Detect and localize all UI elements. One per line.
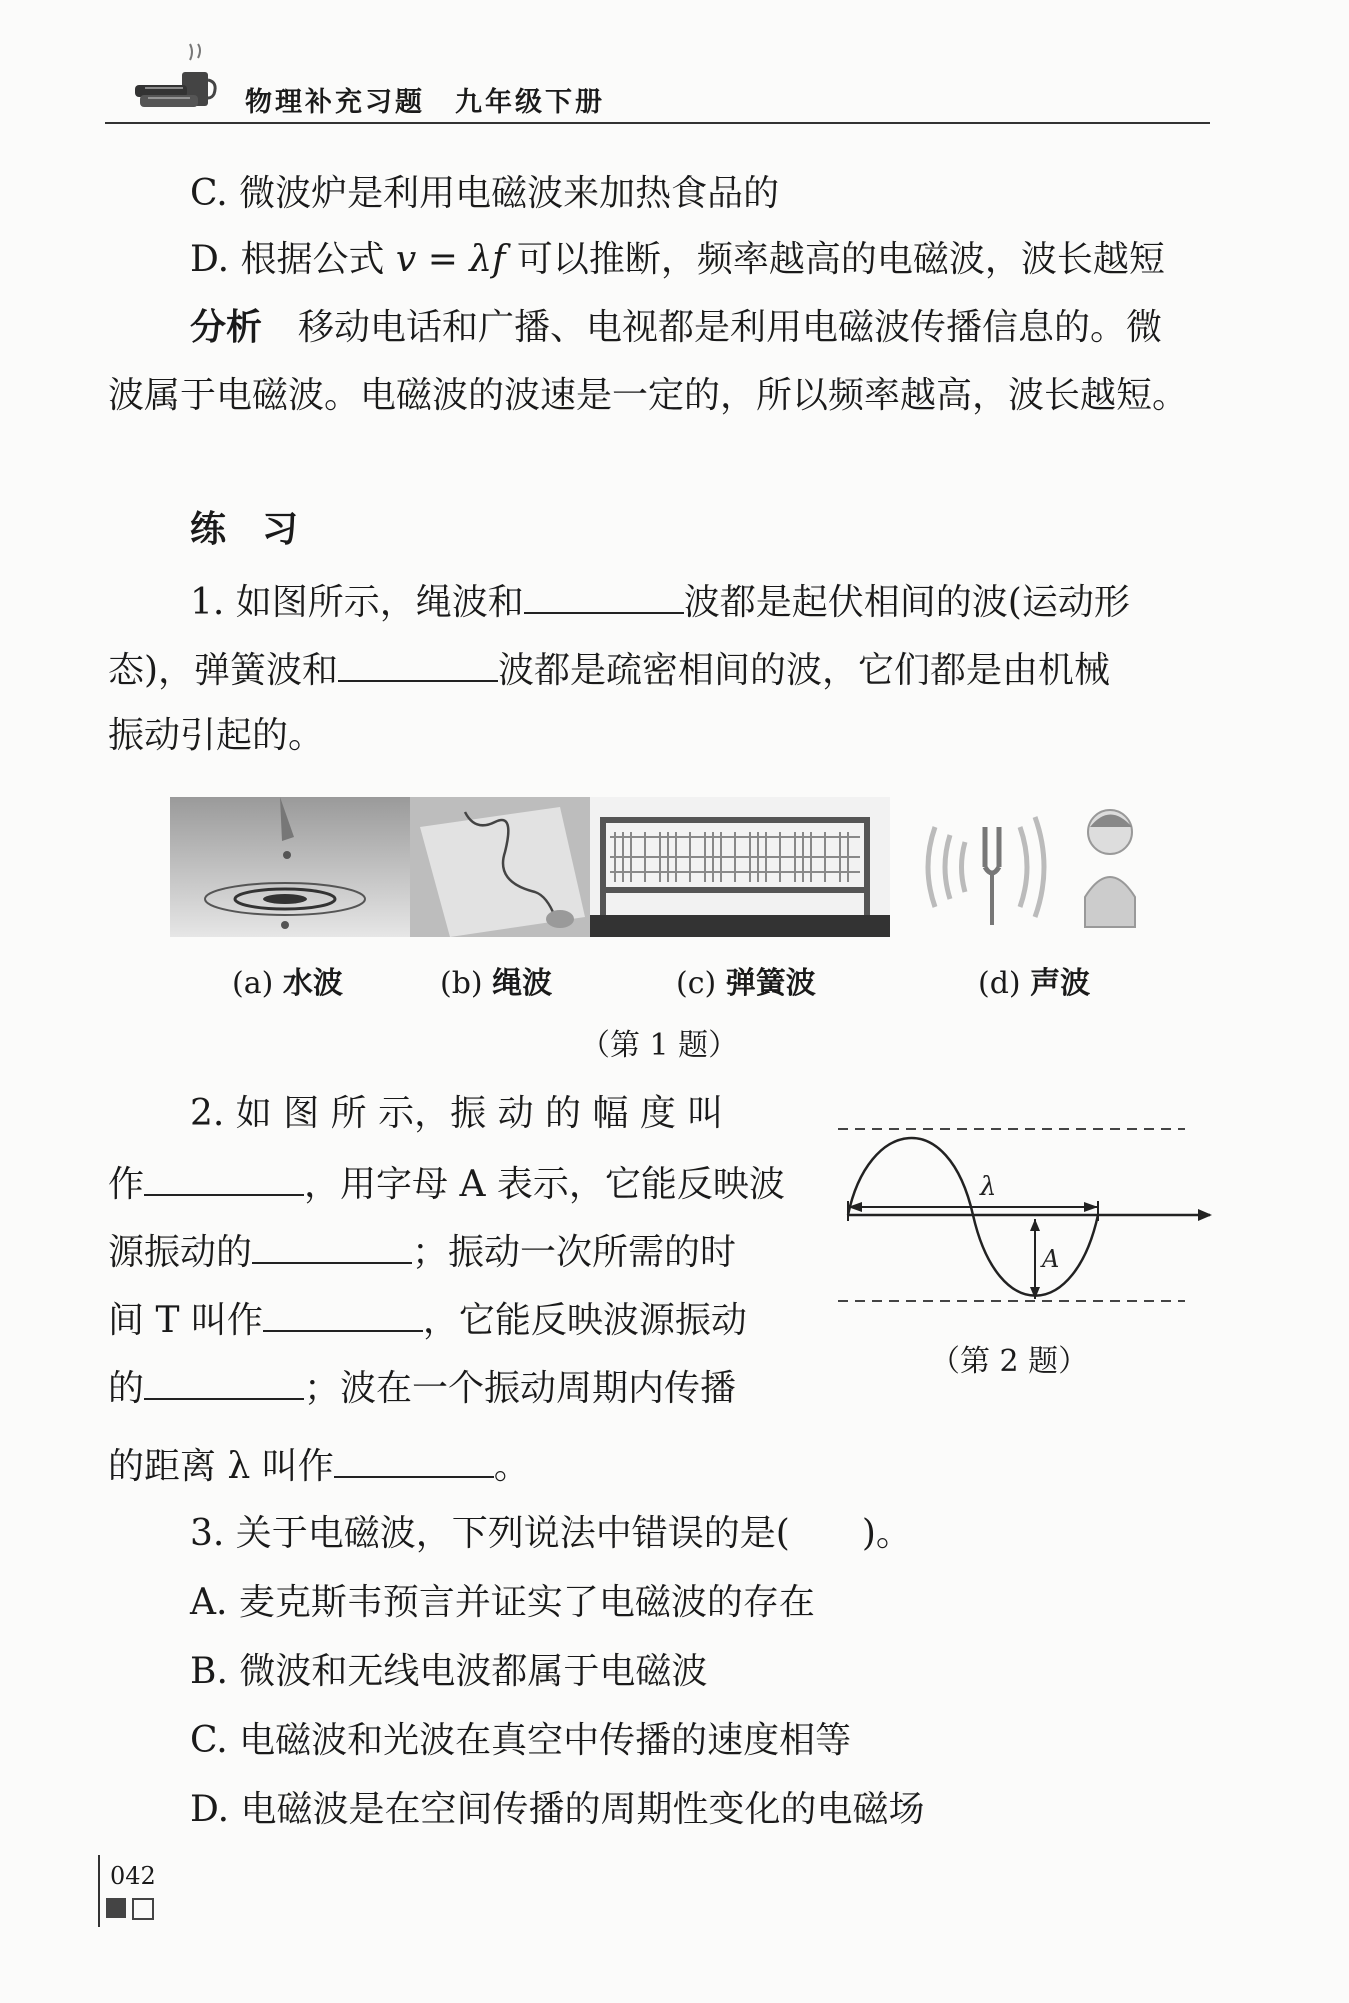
option-d — [190, 239, 1165, 280]
option-d-text-pre: D. 根据公式 — [190, 239, 396, 280]
answer-blank[interactable] — [144, 1164, 304, 1196]
header-title: 物理补充习题 九年级下册 — [245, 87, 605, 118]
wavelength-label: λ — [980, 1172, 997, 1202]
q3-option-c: C. 电磁波和光波在真空中传播的速度相等 — [190, 1720, 852, 1761]
answer-blank[interactable] — [334, 1446, 494, 1478]
wave-diagram — [830, 1115, 1220, 1315]
caption-a-label: 水波 — [282, 966, 343, 1001]
q2-line-4 — [108, 1300, 747, 1339]
caption-a — [232, 958, 343, 1002]
answer-blank[interactable] — [263, 1300, 423, 1332]
q3-stem: 3. 关于电磁波，下列说法中错误的是( )。 — [190, 1513, 912, 1554]
q2-line-6 — [108, 1446, 530, 1485]
analysis-line-2: 波属于电磁波。电磁波的波速是一定的，所以频率越高，波长越短。 — [108, 375, 1189, 416]
rope-wave-photo — [410, 797, 590, 937]
q2-text-4b: ，它能反映波源振动 — [422, 1300, 747, 1341]
q2-text-4a: 间 T 叫作 — [108, 1300, 263, 1341]
sound-wave-photo — [905, 797, 1155, 937]
water-wave-photo — [170, 797, 410, 937]
q3-option-a: A. 麦克斯韦预言并证实了电磁波的存在 — [190, 1582, 815, 1623]
page-number: 042 — [110, 1862, 156, 1890]
answer-blank[interactable] — [252, 1232, 412, 1264]
q1-text-b: 波都是起伏相间的波(运动形 — [683, 582, 1130, 623]
empty-square-icon — [132, 1898, 154, 1920]
spring-wave-photo — [590, 797, 890, 937]
q2-line-1: 2. 如 图 所 示，振 动 的 幅 度 叫 — [190, 1093, 724, 1134]
q3-option-b: B. 微波和无线电波都属于电磁波 — [190, 1651, 708, 1692]
caption-b-prefix: (b) — [440, 966, 493, 1001]
books-and-cup-icon — [130, 40, 240, 115]
caption-a-prefix: (a) — [232, 966, 283, 1001]
q2-text-5a: 的 — [108, 1368, 145, 1409]
q1-line-2 — [108, 650, 1110, 689]
q1-line-3: 振动引起的。 — [108, 715, 325, 756]
option-c: C. 微波炉是利用电磁波来加热食品的 — [190, 173, 780, 214]
amplitude-label: A — [1042, 1245, 1060, 1273]
option-d-text-post: 可以推断，频率越高的电磁波，波长越短 — [505, 239, 1165, 280]
answer-blank[interactable] — [144, 1368, 304, 1400]
q1-text-a: 1. 如图所示，绳波和 — [190, 582, 524, 623]
formula: v = λf — [395, 239, 506, 280]
q2-text-6a: 的距离 λ 叫作 — [108, 1446, 334, 1487]
caption-b — [440, 958, 552, 1002]
caption-c-label: 弹簧波 — [725, 966, 816, 1001]
q2-text-5b: ；波在一个振动周期内传播 — [304, 1368, 737, 1409]
q2-line-3 — [108, 1232, 736, 1271]
analysis-label: 分析 — [190, 307, 263, 348]
q2-text-3a: 源振动的 — [108, 1232, 253, 1273]
answer-blank[interactable] — [524, 582, 684, 614]
q1-line-1 — [190, 582, 1130, 621]
caption-d-label: 声波 — [1030, 966, 1091, 1001]
answer-blank[interactable] — [338, 650, 498, 682]
caption-c-prefix: (c) — [676, 966, 726, 1001]
q1-text-c: 态)，弹簧波和 — [108, 650, 339, 691]
figure2-title: （第 2 题） — [930, 1344, 1089, 1379]
practice-heading: 练 习 — [190, 509, 299, 550]
q3-option-d: D. 电磁波是在空间传播的周期性变化的电磁场 — [190, 1789, 925, 1830]
header-rule — [105, 122, 1210, 124]
caption-b-label: 绳波 — [492, 966, 553, 1001]
caption-d — [978, 958, 1090, 1002]
q2-text-3b: ；振动一次所需的时 — [412, 1232, 737, 1273]
caption-c — [676, 958, 816, 1002]
q2-text-2b: ，用字母 A 表示，它能反映波 — [304, 1164, 785, 1205]
q2-text-6b: 。 — [493, 1446, 530, 1487]
analysis-text-1: 移动电话和广播、电视都是利用电磁波传播信息的。微 — [262, 307, 1163, 348]
q1-text-d: 波都是疏密相间的波，它们都是由机械 — [498, 650, 1111, 691]
q2-line-5 — [108, 1368, 736, 1407]
q2-line-2 — [108, 1164, 785, 1203]
filled-square-icon — [106, 1898, 126, 1918]
analysis-line-1 — [190, 307, 1163, 348]
footer-bar — [98, 1855, 100, 1927]
caption-d-prefix: (d) — [978, 966, 1031, 1001]
q2-text-2a: 作 — [108, 1164, 145, 1205]
figure1-title: （第 1 题） — [580, 1028, 739, 1063]
